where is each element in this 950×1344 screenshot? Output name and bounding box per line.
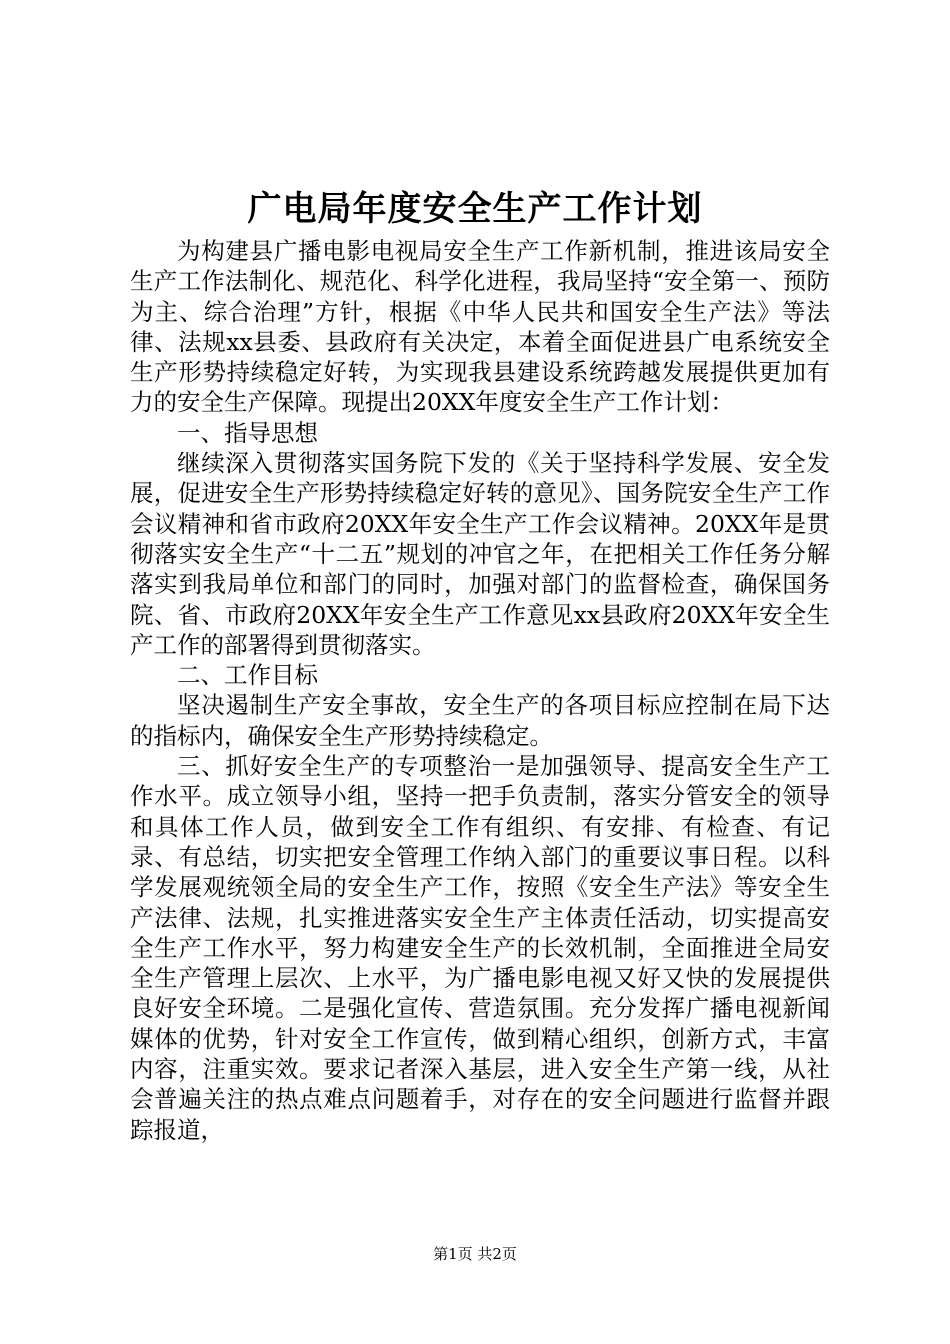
work-goals-paragraph: 坚决遏制生产安全事故，安全生产的各项目标应控制在局下达的指标内，确保安全生产形势持续稳定。 <box>130 691 830 750</box>
guiding-ideology-paragraph: 继续深入贯彻落实国务院下发的《关于坚持科学发展、安全发展，促进安全生产形势持续稳定好转的意见》、国务院安全生产工作会议精神和省市政府20XX年安全生产工作会议精神。20XX年是贯彻落实安全生产“十二五”规划的冲官之年，在把相关工作任务分解落实到我局单位和部门的同时，加强对部门的监督检查，确保国务院、省、市政府20XX年安全生产工作意见xx县政府20XX年安全生产工作的部署得到贯彻落实。 <box>130 449 830 659</box>
intro-paragraph: 为构建县广播电影电视局安全生产工作新机制，推进该局安全生产工作法制化、规范化、科学化进程，我局坚持“安全第一、预防为主、综合治理”方针，根据《中华人民共和国安全生产法》等法律、法规xx县委、县政府有关决定，本着全面促进县广电系统安全生产形势持续稳定好转，为实现我县建设系统跨越发展提供更加有力的安全生产保障。现提出20XX年度安全生产工作计划： <box>130 237 830 417</box>
special-rectification-paragraph: 三、抓好安全生产的专项整治一是加强领导、提高安全生产工作水平。成立领导小组，坚持一把手负责制，落实分管安全的领导和具体工作人员，做到安全工作有组织、有安排、有检查、有记录、有总结，切实把安全管理工作纳入部门的重要议事日程。以科学发展观统领全局的安全生产工作，按照《安全生产法》等安全生产法律、法规，扎实推进落实安全生产主体责任活动，切实提高安全生产工作水平，努力构建安全生产的长效机制，全面推进全局安全生产管理上层次、上水平，为广播电影电视又好又快的发展提供良好安全环境。二是强化宣传、营造氛围。充分发挥广播电视新闻媒体的优势，针对安全工作宣传，做到精心组织，创新方式，丰富内容，注重实效。要求记者深入基层，进入安全生产第一线，从社会普遍关注的热点难点问题着手，对存在的安全问题进行监督并跟踪报道， <box>130 752 830 1144</box>
page-number-footer: 第1页 共2页 <box>433 1245 517 1263</box>
section-heading-guiding-ideology: 一、指导思想 <box>177 418 318 447</box>
section-heading-work-goals: 二、工作目标 <box>177 661 318 690</box>
document-body <box>130 236 830 1145</box>
document-title: 广电局年度安全生产工作计划 <box>247 189 703 229</box>
